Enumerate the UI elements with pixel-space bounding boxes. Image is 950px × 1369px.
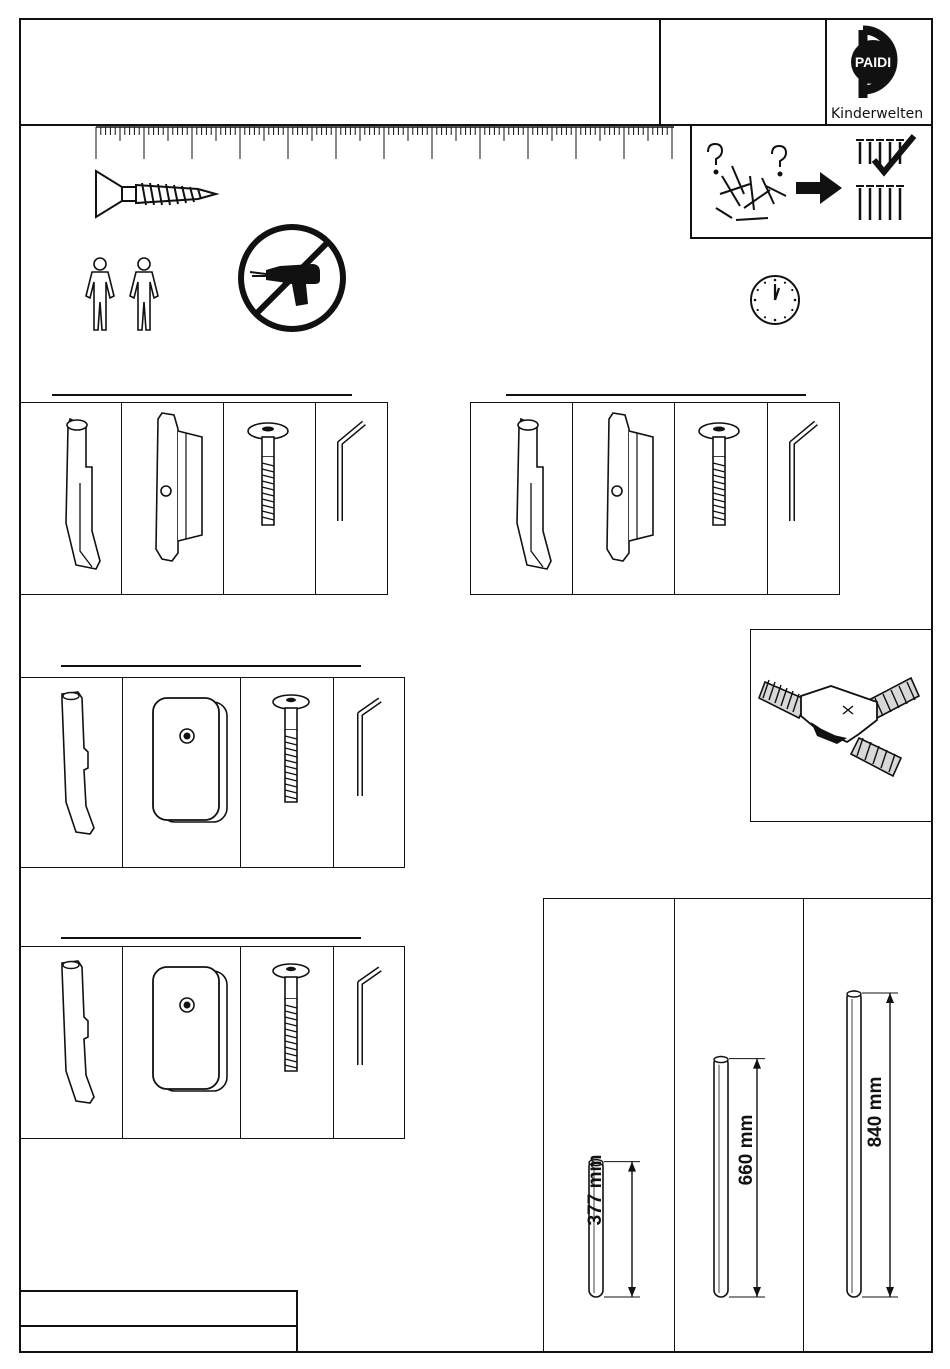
set-3-rounded-plate [123,678,241,867]
post-cap-icon [20,947,120,1137]
set-3-hex-key [334,678,404,867]
logo-text: PAIDI [854,54,892,70]
hardware-set-3 [19,677,405,868]
brand-tagline: Kinderwelten [831,106,924,122]
hinge-bracket-icon [122,403,222,593]
footer-table-top [19,1290,298,1292]
rod-cell-3 [804,899,932,1352]
rods-panel [543,898,933,1353]
hinge-bracket-icon [573,403,673,593]
set-2-hex-key [768,403,839,594]
hinge-post-icon [20,403,120,593]
set-4-title-line [61,937,361,939]
rod-1-label: 377 mm [585,1154,606,1226]
set-2-title-line [506,394,806,396]
set-4-bolt [241,947,334,1138]
hex-key-icon [334,678,404,868]
rounded-plate-icon [123,678,239,868]
rod-cell-2 [675,899,805,1352]
no-power-drill-icon [236,222,348,334]
hinge-post-icon [471,403,571,593]
set-1-title-line [52,394,352,396]
two-persons [78,256,168,334]
set-3-bolt [241,678,334,867]
rounded-plate-icon [123,947,239,1137]
set-2-hinge-post [471,403,573,594]
footer-table-right [296,1290,298,1353]
set-2-hinge-bracket [573,403,675,594]
hardware-set-2 [470,402,840,595]
header-divider-1 [659,18,661,125]
set-1-hex-key [316,403,387,594]
rod-cell-1 [544,899,675,1352]
two-persons-icon [78,256,168,334]
connector-box [750,629,933,822]
clock-icon [749,274,801,326]
rod-377-icon [544,899,672,1351]
countersunk-screw-icon [92,165,222,223]
t-connector-icon [751,630,931,820]
set-4-hex-key [334,947,404,1138]
brand-logo [827,20,931,124]
bolt-icon [241,678,331,868]
set-3-title-line [61,665,361,667]
no-power-drill [236,222,348,334]
footer-table-mid [19,1325,298,1327]
bolt-icon [675,403,765,593]
sort-screws-box [690,124,933,239]
set-1-hinge-bracket [122,403,224,594]
hex-key-icon [768,403,838,593]
set-4-rounded-plate [123,947,241,1138]
ruler [90,126,680,162]
bolt-icon [224,403,314,593]
set-2-bolt [675,403,767,594]
hex-key-icon [334,947,404,1137]
rod-2-label: 660 mm [735,1114,757,1186]
set-3-post-cap [20,678,123,867]
set-1-bolt [224,403,316,594]
clock [749,274,801,326]
hex-key-icon [316,403,386,593]
set-4-post-cap [20,947,123,1138]
ruler-icon [90,126,680,162]
hardware-set-1 [19,402,388,595]
bolt-icon [241,947,331,1137]
sort-screws-icon [692,124,932,236]
countersunk-screw [92,165,222,223]
post-cap-icon [20,678,120,868]
set-1-hinge-post [20,403,122,594]
hardware-set-4 [19,946,405,1139]
rod-3-label: 840 mm [865,1076,886,1148]
